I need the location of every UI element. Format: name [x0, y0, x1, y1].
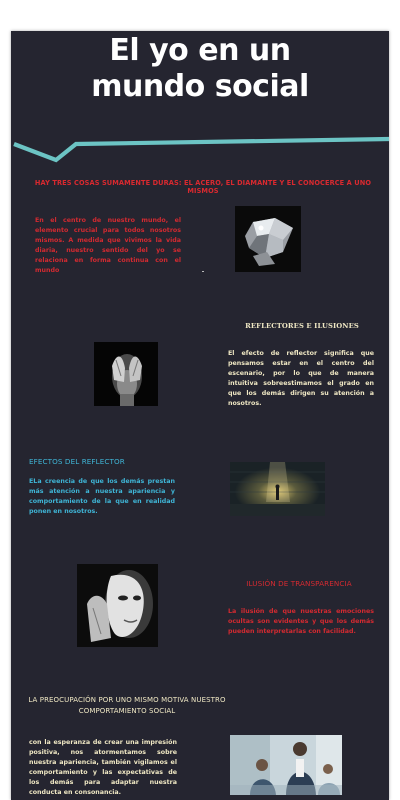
office-people-photo	[230, 735, 342, 795]
transparency-paragraph: La ilusión de que nuestras emociones ocultas son evidentes y que los demás pueden interpretarlas con facilidad.	[228, 608, 374, 636]
reflectors-heading: REFLECTORES E ILUSIONES	[245, 322, 359, 330]
page-title	[11, 33, 389, 105]
title-line-1: El yo en un	[109, 33, 291, 68]
teal-chevron-divider	[11, 135, 389, 163]
self-concern-heading-line-2: COMPORTAMIENTO SOCIAL	[78, 707, 176, 715]
transparency-heading: ILUSIÓN DE TRANSPARENCIA	[246, 579, 352, 588]
stray-dot	[202, 271, 204, 272]
mask-face-photo	[77, 564, 158, 647]
hands-over-eyes-photo	[94, 342, 158, 406]
spotlight-effects-heading: EFECTOS DEL REFLECTOR	[29, 457, 125, 466]
title-line-2: mundo social	[91, 69, 309, 104]
intro-quote: HAY TRES COSAS SUMAMENTE DURAS: EL ACERO, EL DIAMANTE Y EL CONOCERCE A UNO MISMOS	[34, 179, 372, 195]
self-concern-paragraph: con la esperanza de crear una impresión positiva, nos atormentamos sobre nuestra apariencia, también vigilamos el comportamiento y las expectativas de los demás para adaptar nuestra conducta en consonancia.	[29, 739, 177, 797]
spotlight-stage-photo	[230, 462, 325, 516]
intro-paragraph: En el centro de nuestro mundo, el elemento crucial para todos nosotros mismos. A medida que vivimos la vida diaria, nuestro sentido del yo se relaciona en forma continua con el mundo	[35, 217, 181, 275]
reflectors-paragraph: El efecto de reflector significa que pensamos estar en el centro del escenario, por lo que de manera intuitiva sobreestimamos el grado en que los demás dirigen su atención a nosotros.	[228, 350, 374, 408]
poster	[11, 31, 389, 800]
self-concern-heading	[25, 695, 229, 717]
spotlight-effects-paragraph: ELa creencia de que los demás prestan más atención a nuestra apariencia y comportamiento de la que en realidad ponen en nosotros.	[29, 478, 175, 516]
self-concern-heading-line-1: LA PREOCUPACIÓN POR UNO MISMO MOTIVA NUESTRO	[28, 696, 226, 704]
diamond-photo	[235, 206, 301, 272]
